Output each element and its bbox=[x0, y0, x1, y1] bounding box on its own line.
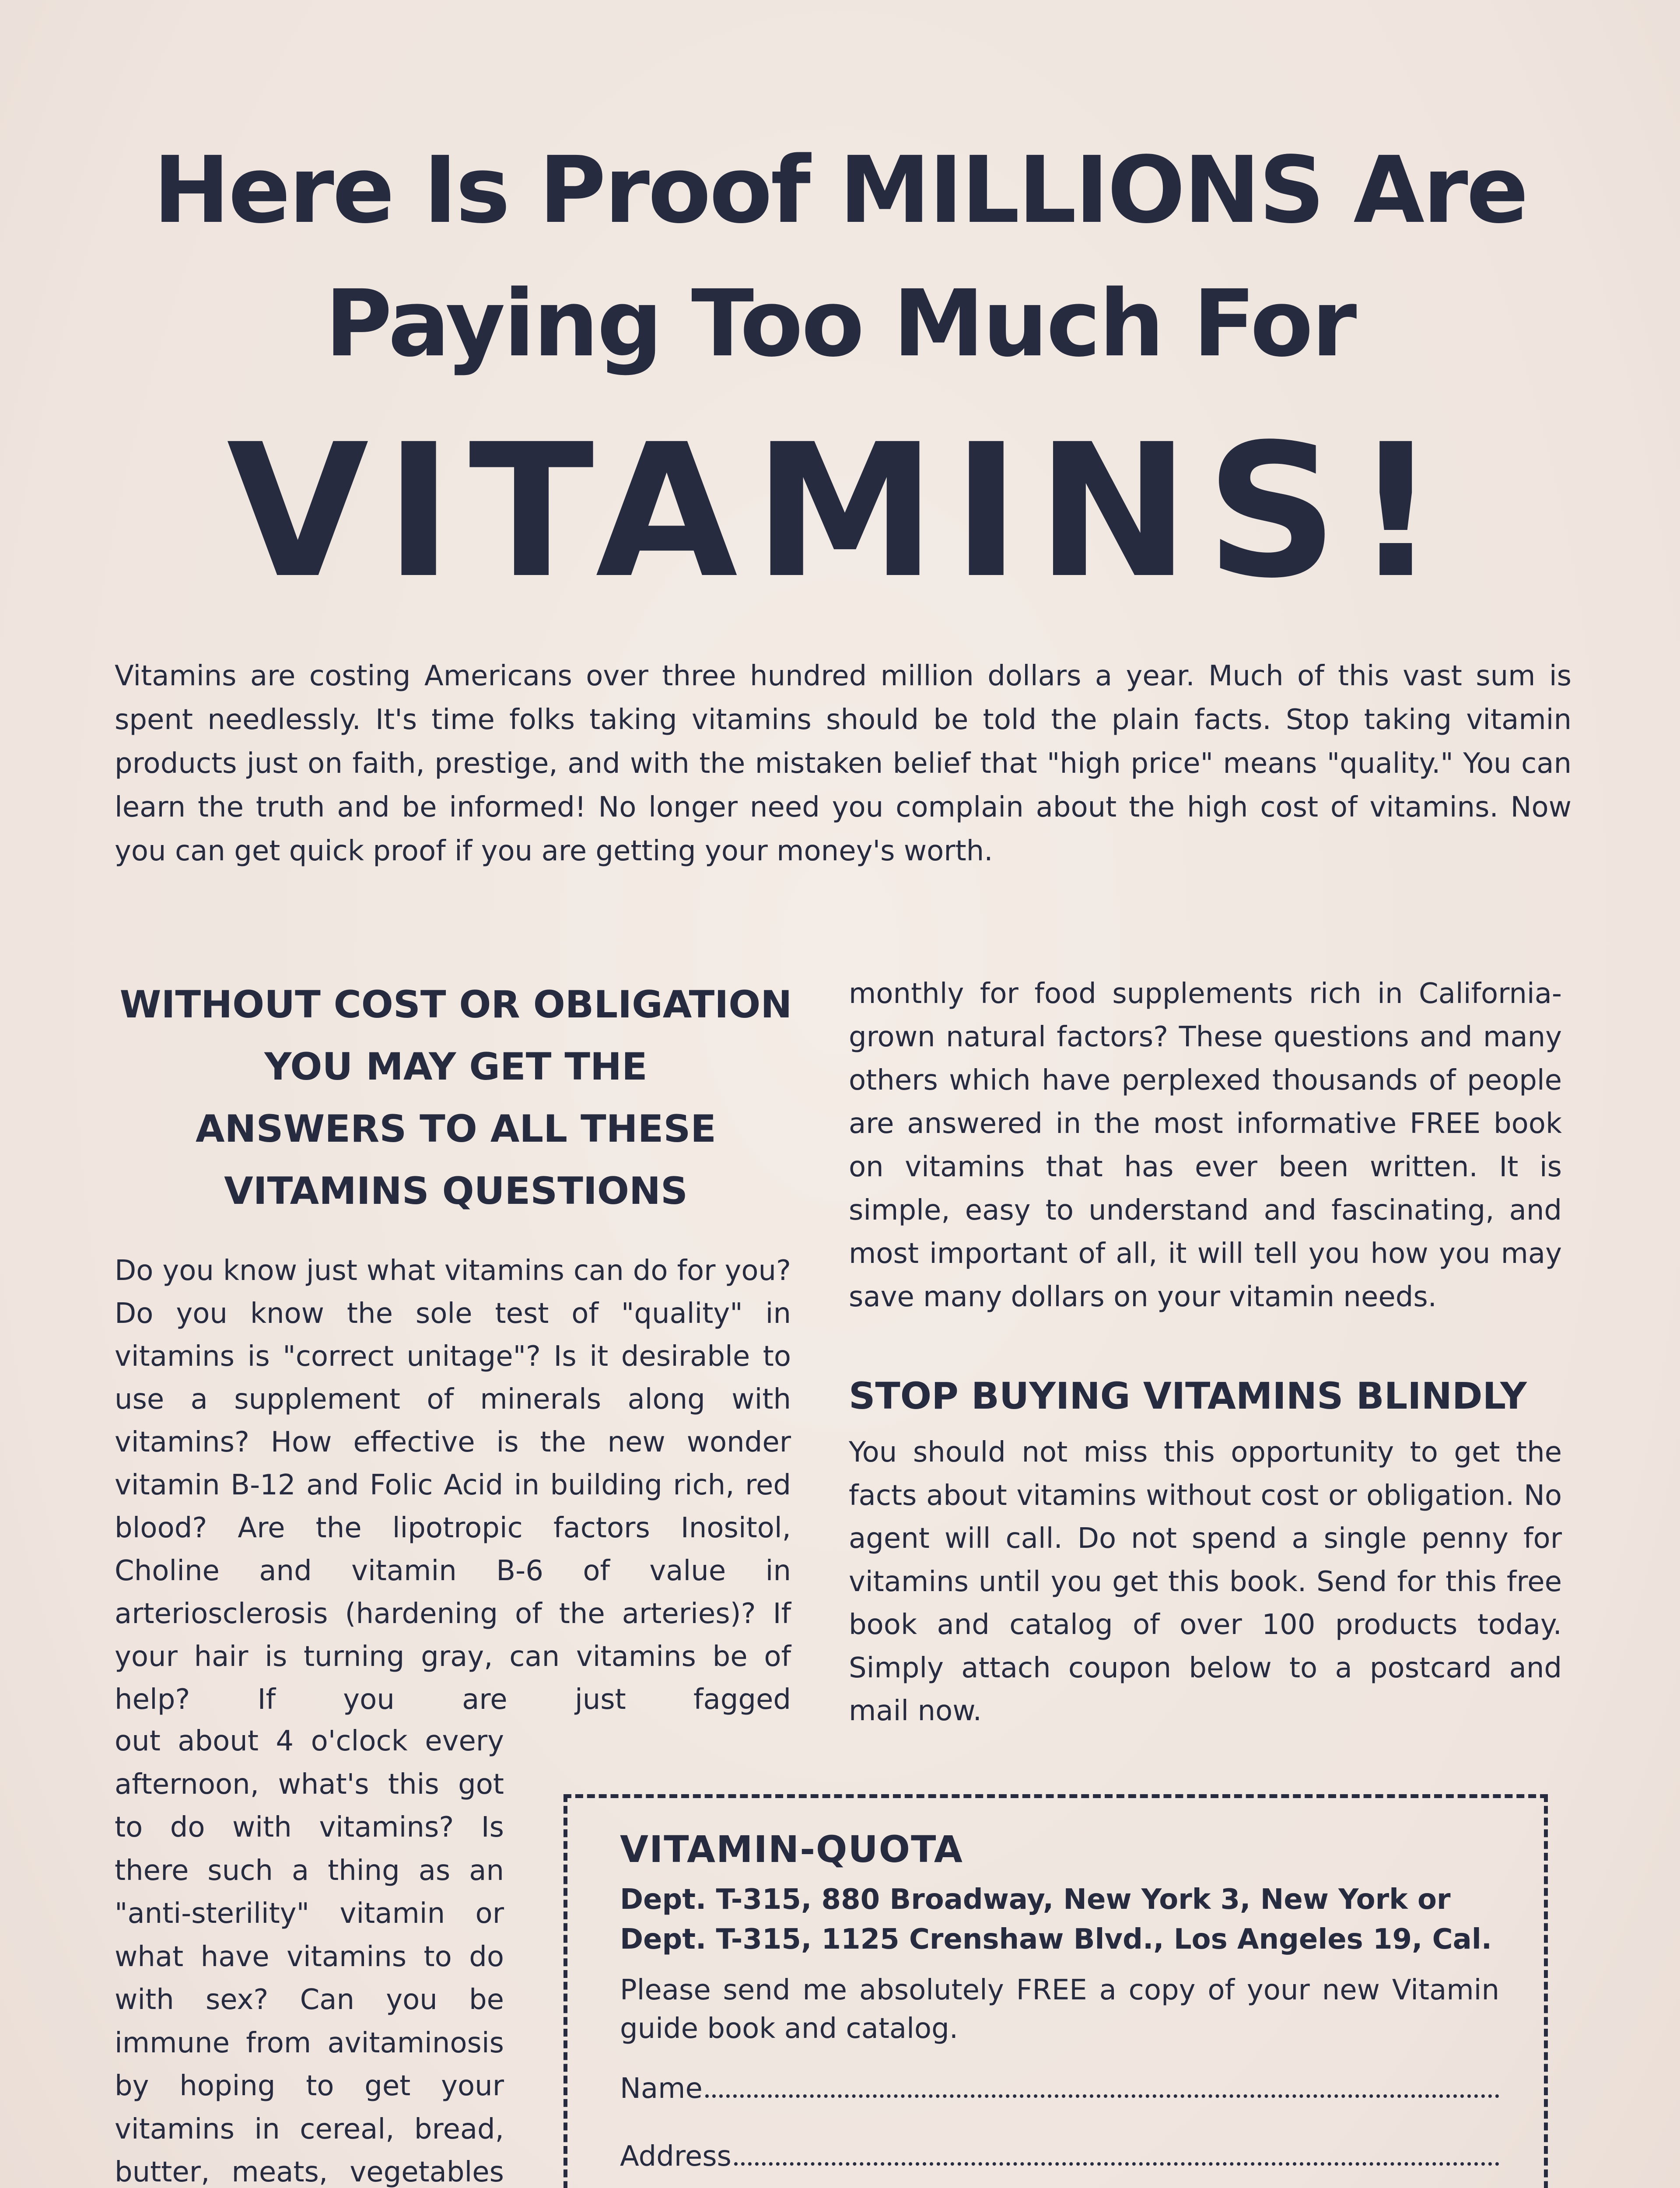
coupon-dept-new-york: Dept. T-315, 880 Broadway, New York 3, New York or bbox=[620, 1883, 1451, 1916]
headline-line-2: Paying Too Much For bbox=[325, 270, 1355, 377]
coupon-address-field[interactable] bbox=[620, 2139, 1499, 2174]
coupon-name-label: Name bbox=[620, 2072, 703, 2105]
right-body-bottom: You should not miss this opportunity to get the facts about vitamins without cost or obligation. No agent will call. Do not spend a single penny for vitamins until you get this book. Send for this free book and catalog of over 100 products today. Simply attach coupon below to a postcard and mail now. bbox=[849, 1436, 1562, 1727]
left-heading bbox=[115, 974, 797, 1222]
coupon-address-line[interactable] bbox=[734, 2139, 1499, 2166]
left-heading-line: YOU MAY GET THE bbox=[264, 1045, 648, 1089]
coupon-name-line[interactable] bbox=[705, 2072, 1499, 2098]
coupon-request: Please send me absolutely FREE a copy of your new Vitamin guide book and catalog. bbox=[620, 1974, 1499, 2045]
coupon-name-field[interactable] bbox=[620, 2072, 1499, 2107]
coupon-company: VITAMIN-QUOTA bbox=[620, 1828, 963, 1871]
order-coupon bbox=[564, 1794, 1548, 2188]
right-body-top: monthly for food supplements rich in California-grown natural factors? These questions and many others which have perplexed thousands of people are answered in the most informative FREE book on vitamins that has ever been written. It is simple, easy to understand and fascinating, and most important of all, it will tell you how you may save many dollars on your vitamin needs. bbox=[849, 978, 1562, 1313]
left-heading-line: ANSWERS TO ALL THESE bbox=[195, 1107, 717, 1151]
headline-line-1: Here Is Proof MILLIONS Are bbox=[153, 137, 1527, 244]
intro-paragraph: Vitamins are costing Americans over three hundred million dollars a year. Much of this vast sum is spent needlessly. It's time folks taking vitamins should be told the plain facts. Stop taking vitamin products just on faith, prestige, and with the mistaken belief that "high price" means "quality." You can learn the truth and be informed! No longer need you complain about the high cost of vitamins. Now you can get quick proof if you are getting your money's worth. bbox=[115, 660, 1572, 867]
left-heading-line: WITHOUT COST OR OBLIGATION bbox=[119, 983, 792, 1027]
left-body-wide: Do you know just what vitamins can do for you? Do you know the sole test of "quality" in vitamins is "correct unitage"? Is it desirable to use a supplement of minerals along with vitamins? How effective is the new wonder vitamin B-12 and Folic Acid in building rich, red blood? Are the lipotropic factors Inositol, Choline and vitamin B-6 of value in arteriosclerosis (hardening of the arteries)? If your hair is turning gray, can vitamins be of help? If you are just fagged bbox=[115, 1255, 791, 1716]
coupon-address-label: Address bbox=[620, 2140, 732, 2173]
coupon-dept-los-angeles: Dept. T-315, 1125 Crenshaw Blvd., Los Angeles 19, Cal. bbox=[620, 1923, 1492, 1956]
left-heading-line: VITAMINS QUESTIONS bbox=[224, 1169, 688, 1213]
right-heading: STOP BUYING VITAMINS BLINDLY bbox=[849, 1375, 1527, 1417]
left-body-narrow: out about 4 o'clock every afternoon, what's this got to do with vitamins? Is there such a thing as an "anti-sterility" vitamin or what have vitamins to do with sex? Can you be immune from avitaminosis by hoping to get your vitamins in cereal, bread, butter, meats, vegetables bbox=[115, 1725, 504, 2188]
headline-vitamins: VITAMINS! bbox=[226, 405, 1453, 619]
